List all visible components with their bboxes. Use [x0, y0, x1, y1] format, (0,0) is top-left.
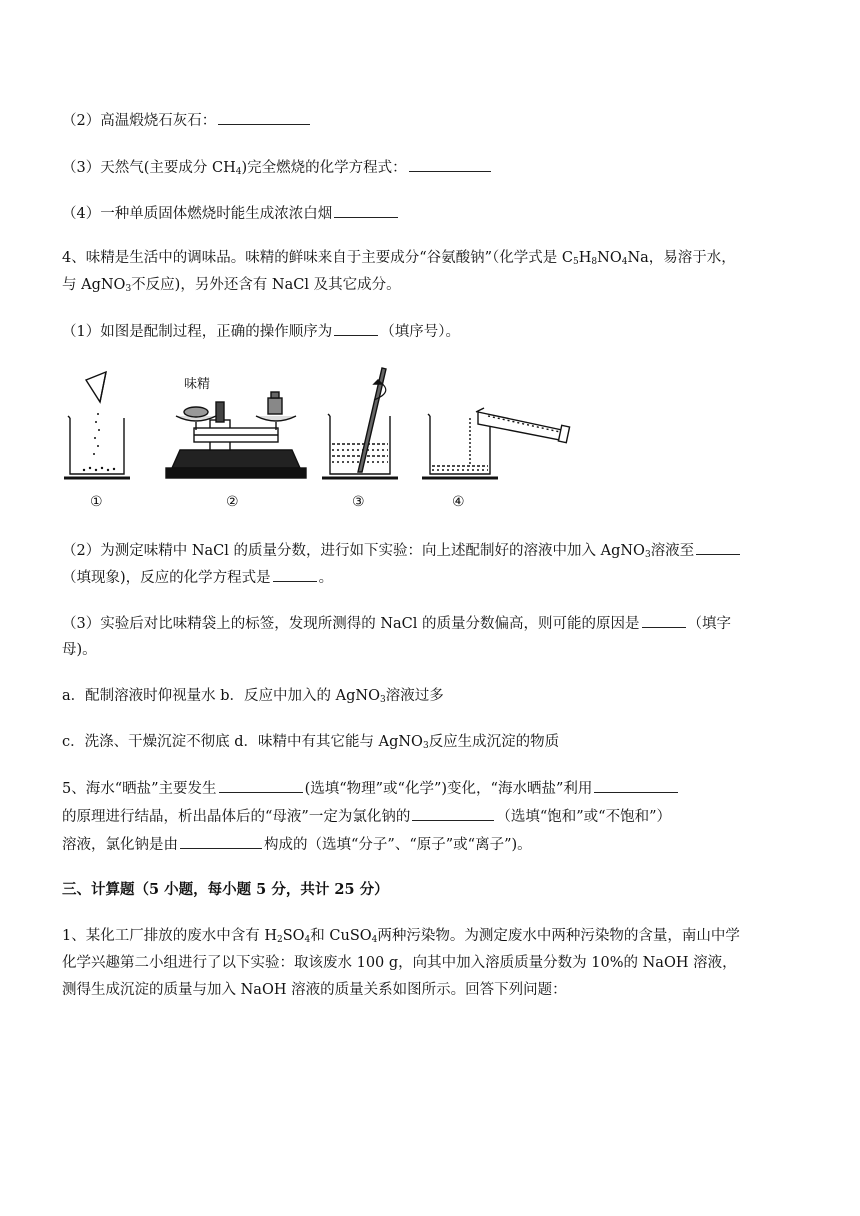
step4-pouring-water	[422, 408, 570, 478]
calc-q1-line1	[62, 926, 820, 950]
answer-blank[interactable]	[334, 321, 378, 336]
answer-blank[interactable]	[642, 613, 686, 628]
q4-sub3-text: （3）实验后对比味精袋上的标签，发现所测得的 NaCl 的质量分数偏高，则可能的原因是	[62, 616, 640, 632]
answer-blank[interactable]	[409, 157, 491, 172]
q5-text: 构成的（选填“分子”、“原子”或“离子”)。	[264, 837, 532, 853]
q4-sub1	[62, 321, 820, 342]
subscript: 3	[125, 284, 132, 294]
q3-item2-text: （2）高温煅烧石灰石：	[62, 113, 217, 129]
step-label: ①	[90, 494, 103, 510]
q4-sub3-line1	[62, 613, 820, 634]
subscript: 4	[621, 257, 628, 267]
step2-weighing-balance	[166, 376, 306, 478]
calc-q1-line3: 测得生成沉淀的质量与加入 NaOH 溶液的质量关系如图所示。回答下列问题：	[62, 982, 567, 998]
q4-stem-text: 不反应)，另外还含有 NaCl 及其它成分。	[131, 277, 401, 293]
answer-blank[interactable]	[273, 567, 317, 582]
q4-stem-text: Na，易溶于水，	[627, 250, 736, 266]
calc-q1-text: 两种污染物。为测定废水中两种污染物的含量，南山中学	[377, 928, 740, 944]
step-label: ③	[352, 494, 365, 510]
q4-options-cd	[62, 732, 820, 756]
section-heading: 三、计算题（5 小题，每小题 5 分，共计 25 分）	[62, 881, 389, 898]
q4-sub1-text: （填序号）。	[380, 324, 460, 340]
q4-sub3-line2	[62, 640, 820, 660]
q4-stem-text: 4、味精是生活中的调味品。味精的鲜味来自于主要成分“谷氨酸钠”（化学式是 C	[62, 250, 574, 266]
q3-item3-text-a: （3）天然气(主要成分 CH	[62, 160, 236, 176]
q4-stem-line1	[62, 248, 820, 272]
q4-sub2-text: 溶液至	[650, 543, 695, 559]
q3-item3	[62, 157, 820, 182]
calc-q1-text: 1、某化工厂排放的废水中含有 H	[62, 928, 277, 944]
q4-sub3-text: （填字	[687, 616, 732, 632]
subscript: 4	[371, 935, 378, 945]
q5-text: 5、海水“晒盐”主要发生	[62, 781, 217, 797]
q3-item4-text: （4）一种单质固体燃烧时能生成浓浓白烟	[62, 206, 333, 222]
step-labels	[90, 494, 465, 510]
q4-options-ab	[62, 686, 820, 710]
calc-q1-line2: 化学兴趣第二小组进行了以下实验：取该废水 100 g，向其中加入溶质质量分数为 10%的 NaOH 溶液，	[62, 955, 737, 971]
q4-sub2-text: （2）为测定味精中 NaCl 的质量分数，进行如下实验：向上述配制好的溶液中加入 AgNO	[62, 543, 645, 559]
subscript: 4	[304, 935, 311, 945]
q5-text: 溶液，氯化钠是由	[62, 837, 178, 853]
q4-sub2-text: 。	[318, 570, 334, 586]
subscript: 5	[573, 257, 579, 267]
subscript: 4	[235, 167, 242, 177]
option-text: 溶液过多	[385, 688, 444, 704]
option-text: 反应生成沉淀的物质	[428, 734, 560, 750]
q3-item2	[62, 110, 820, 131]
q4-sub3-text: 母)。	[62, 642, 97, 658]
q4-stem-text: H	[578, 250, 592, 266]
step1-pouring-solid	[64, 372, 130, 478]
calc-q1-text: 和 CuSO	[310, 928, 372, 944]
answer-blank[interactable]	[594, 778, 678, 793]
option-text: c．洗涤、干燥沉淀不彻底 d．味精中有其它能与 AgNO	[62, 734, 423, 750]
q4-sub2-line2	[62, 567, 820, 588]
q4-stem-line2	[62, 275, 820, 299]
answer-blank[interactable]	[334, 203, 398, 218]
step-label: ④	[452, 494, 465, 510]
calc-q1-text: SO	[282, 928, 305, 944]
q5-line2	[62, 806, 820, 827]
answer-blank[interactable]	[412, 806, 494, 821]
q3-item3-text-b: )完全燃烧的化学方程式：	[241, 160, 407, 176]
q4-stem-text: NO	[597, 250, 622, 266]
subscript: 3	[644, 550, 651, 560]
q5-text: （选填“饱和”或“不饱和”）	[496, 809, 671, 825]
option-text: a．配制溶液时仰视量水 b．反应中加入的 AgNO	[62, 688, 380, 704]
q4-sub2-text: （填现象)，反应的化学方程式是	[62, 570, 271, 586]
q3-item4	[62, 203, 820, 224]
preparation-steps-figure	[60, 360, 600, 520]
step-label: ②	[226, 494, 239, 510]
step3-stirring	[322, 368, 398, 478]
answer-blank[interactable]	[696, 540, 740, 555]
q5-line1	[62, 778, 820, 799]
answer-blank[interactable]	[219, 778, 303, 793]
answer-blank[interactable]	[218, 110, 310, 125]
q5-text: 的原理进行结晶，析出晶体后的“母液”一定为氯化钠的	[62, 809, 411, 825]
subscript: 3	[379, 695, 386, 705]
q4-stem-text: 与 AgNO	[62, 277, 126, 293]
q4-sub1-text: （1）如图是配制过程，正确的操作顺序为	[62, 324, 333, 340]
q5-text: (选填“物理”或“化学”)变化，“海水晒盐”利用	[304, 781, 593, 797]
q4-sub2-line1	[62, 540, 820, 565]
subscript: 3	[422, 741, 429, 751]
subscript: 2	[276, 935, 283, 945]
msg-label: 味精	[184, 377, 211, 392]
q5-line3	[62, 834, 820, 855]
subscript: 8	[591, 257, 598, 267]
answer-blank[interactable]	[180, 834, 262, 849]
